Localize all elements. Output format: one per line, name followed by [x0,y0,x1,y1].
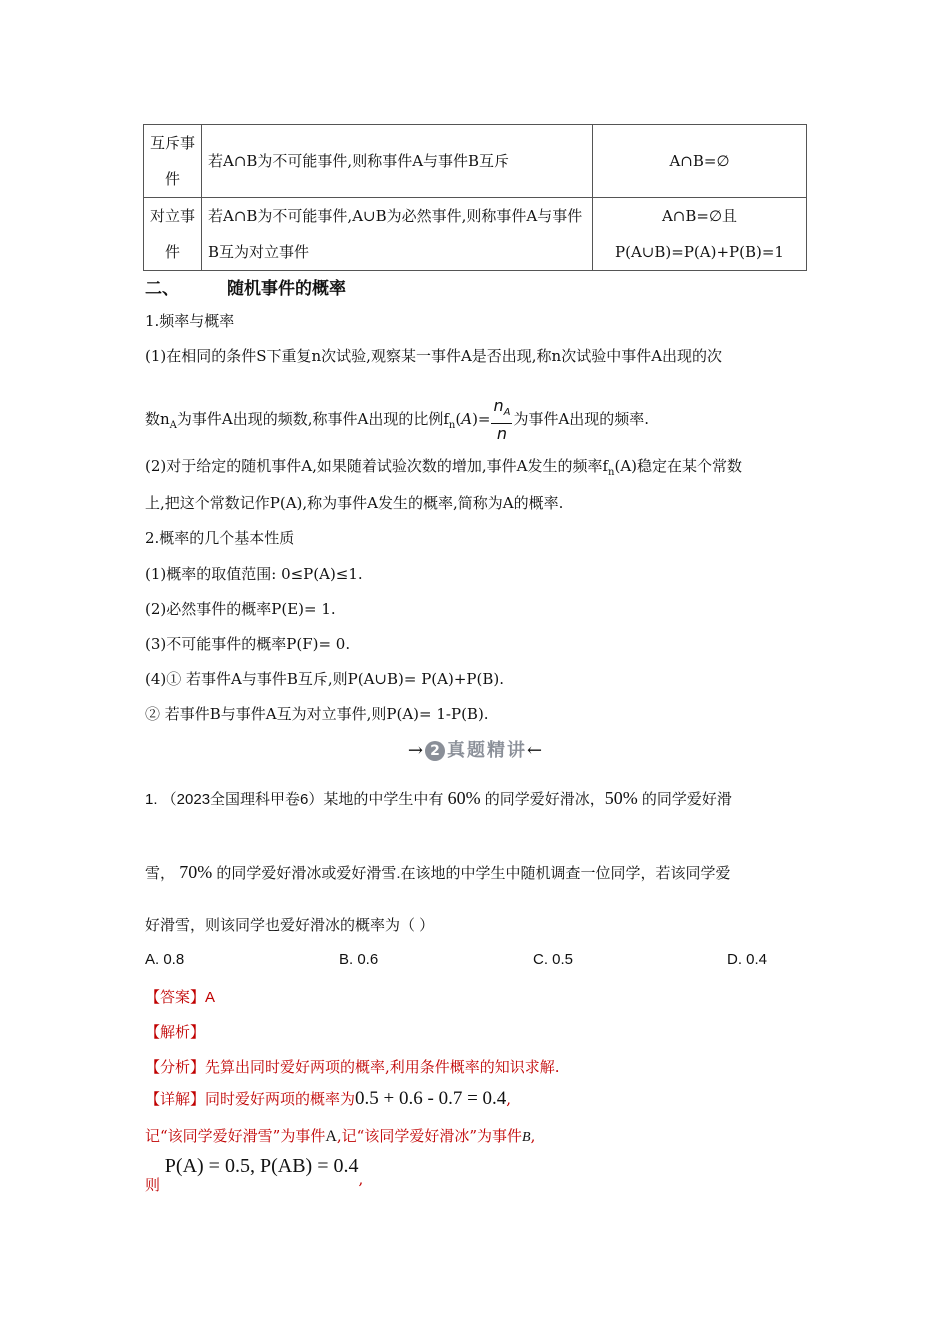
subheading-frequency: 1.频率与概率 [145,312,235,330]
paragraph-line-fraction: 数$n_A$为事件A出现的频数,称事件A出现的比例$f_n(A)=$ $\frac{n_A}{n}$ 为事件A出现的频率. [145,396,650,444]
question-line-2: 雪， 70% 的同学爱好滑冰或爱好滑雪.在该地的中学生中随机调查一位同学，若该同学爱 [145,862,731,882]
arrow-left-icon: ← [527,740,543,761]
property-2: (2)必然事件的概率P(E)= 1. [145,600,336,618]
section-banner [0,736,950,762]
property-4a: (4)① 若事件A与事件B互斥,则P(A∪B)= P(A)+P(B). [145,670,504,688]
event-definition-line: 记“该同学爱好滑雪”为事件A,记“该同学爱好滑冰”为事件B, [145,1127,536,1145]
event-definitions-table [143,124,807,271]
table-row [144,125,807,198]
detail-line: 【详解】同时爱好两项的概率为0.5 + 0.6 - 0.7 = 0.4, [145,1088,512,1109]
paragraph-line: (1)在相同的条件S下重复n次试验,观察某一事件A是否出现,称n次试验中事件A出现的次 [145,347,723,365]
property-4b: ② 若事件B与事件A互为对立事件,则P(A)= 1-P(B). [145,705,489,723]
section-heading [145,274,346,299]
arrow-right-icon: → [407,740,423,761]
paragraph-line: (2)对于给定的随机事件A,如果随着试验次数的增加,事件A发生的频率$f_n(A)$稳定在某个常数 [145,457,743,478]
question-line-3: 好滑雪，则该同学也爱好滑冰的概率为（ ） [145,917,435,934]
section-title: 随机事件的概率 [227,279,346,299]
number-badge-icon: 2 [425,741,445,761]
definition-cell: 若A∩B为不可能事件,则称事件A与事件B互斥 [202,125,593,198]
term-cell: 对立事件 [144,198,202,271]
section-number: 二、 [145,279,179,299]
frequency-fraction: $\frac{n_A}{n}$ [493,396,511,444]
detail-formula: 0.5 + 0.6 - 0.7 = 0.4 [355,1088,507,1109]
fenxi-line: 【分析】先算出同时爱好两项的概率,利用条件概率的知识求解. [145,1058,560,1076]
property-1: (1)概率的取值范围: 0≤P(A)≤1. [145,565,363,583]
answer-line: 【答案】A [145,988,216,1006]
option-a: A. 0.8 [145,951,185,968]
option-b: B. 0.6 [339,951,379,968]
symbol-cell: A∩B=∅且P(A∪B)=P(A)+P(B)=1 [593,198,807,271]
question-line-1: 1. （2023全国理科甲卷6）某地的中学生中有 60% 的同学爱好滑冰，50% 的同学爱好滑 [145,788,732,808]
property-3: (3)不可能事件的概率P(F)= 0. [145,635,351,653]
then-line: 则 P(A) = 0.5, P(AB) = 0.4, [145,1155,364,1194]
definition-cell: 若A∩B为不可能事件,A∪B为必然事件,则称事件A与事件B互为对立事件 [202,198,593,271]
subheading-properties: 2.概率的几个基本性质 [145,529,295,547]
paragraph-line: 上,把这个常数记作P(A),称为事件A发生的概率,简称为A的概率. [145,494,564,512]
table-row [144,198,807,271]
option-c: C. 0.5 [533,951,574,968]
option-d: D. 0.4 [727,951,768,968]
analysis-label: 【解析】 [145,1023,206,1041]
banner-title: 真题精讲 [447,740,527,761]
then-formula: P(A) = 0.5, P(AB) = 0.4 [164,1155,359,1177]
term-cell: 互斥事件 [144,125,202,198]
symbol-cell: A∩B=∅ [593,125,807,198]
